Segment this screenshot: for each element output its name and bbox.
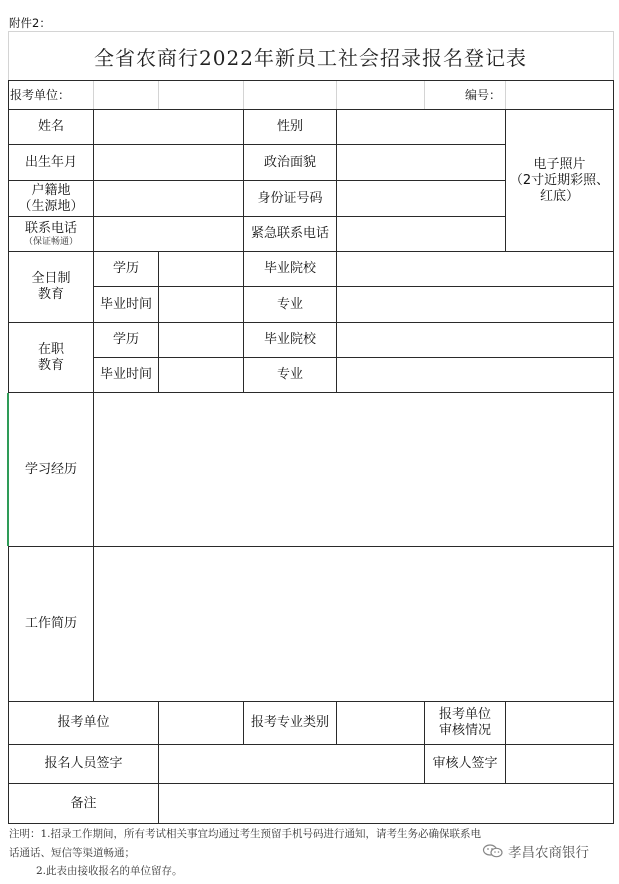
inservice-school-label: 毕业院校 xyxy=(263,332,316,347)
sheet-gridline xyxy=(424,81,425,109)
remark-input[interactable] xyxy=(159,784,613,823)
sheet-gridline xyxy=(613,31,614,81)
gender-input[interactable] xyxy=(337,110,505,144)
id-number-input[interactable] xyxy=(337,181,505,216)
phone-input[interactable] xyxy=(94,217,243,251)
fulltime-gradtime-label: 毕业时间 xyxy=(99,296,152,312)
fulltime-label-line1: 全日制 xyxy=(31,271,71,286)
inservice-degree-input[interactable] xyxy=(159,323,243,357)
fulltime-major-input[interactable] xyxy=(337,287,613,322)
inservice-label-line1: 在职 xyxy=(37,341,64,357)
applicant-sign-label: 报名人员签字 xyxy=(44,756,123,771)
political-label: 政治面貌 xyxy=(263,154,316,170)
name-input[interactable] xyxy=(94,110,243,144)
fulltime-school-label: 毕业院校 xyxy=(263,261,316,276)
review-label-line2: 审核情况 xyxy=(438,723,491,738)
attachment-label: 附件2： xyxy=(9,16,51,30)
note-line-3: 2.此表由接收报名的单位留存。 xyxy=(36,865,183,877)
emergency-phone-label: 紧急联系电话 xyxy=(250,226,329,241)
inservice-school-input[interactable] xyxy=(337,323,613,357)
photo-label-line2: （2寸近期彩照、 xyxy=(509,172,610,188)
political-input[interactable] xyxy=(337,145,505,180)
apply-unit-input[interactable] xyxy=(159,702,243,744)
work-history-label: 工作简历 xyxy=(24,616,77,631)
birth-input[interactable] xyxy=(94,145,243,180)
table-border xyxy=(8,80,614,81)
reviewer-sign-label: 审核人签字 xyxy=(432,756,498,771)
watermark-text: 孝昌农商银行 xyxy=(508,845,589,861)
inservice-label-line2: 教育 xyxy=(37,357,64,373)
apply-category-label: 报考专业类别 xyxy=(250,715,329,730)
fulltime-school-input[interactable] xyxy=(337,252,613,286)
birth-label: 出生年月 xyxy=(24,154,77,170)
reviewer-sign-input[interactable] xyxy=(506,745,613,783)
household-label-line2: （生源地） xyxy=(18,198,84,214)
apply-unit-label: 报考单位 xyxy=(57,715,110,730)
photo-label-line1: 电子照片 xyxy=(533,156,586,172)
phone-label xyxy=(9,217,93,251)
household-input[interactable] xyxy=(94,181,243,216)
unit-field-input[interactable] xyxy=(94,82,424,108)
sheet-gridline xyxy=(8,31,614,32)
id-number-label: 身份证号码 xyxy=(257,190,323,206)
fulltime-gradtime-input[interactable] xyxy=(159,287,243,322)
inservice-gradtime-input[interactable] xyxy=(159,358,243,392)
number-field-label: 编号： xyxy=(465,88,502,102)
wechat-icon xyxy=(482,843,504,859)
table-border xyxy=(613,80,614,824)
fulltime-degree-input[interactable] xyxy=(159,252,243,286)
table-border xyxy=(8,823,614,824)
note-line-1: 注明：1.招录工作期间，所有考试相关事宜均通过考生预留手机号码进行通知，请考生务必确保联系电 xyxy=(9,828,482,840)
inservice-degree-label: 学历 xyxy=(112,332,139,347)
remark-label: 备注 xyxy=(70,795,97,811)
household-label-line1: 户籍地 xyxy=(31,182,71,198)
phone-label-line1: 联系电话 xyxy=(24,220,77,236)
name-label: 姓名 xyxy=(37,119,64,134)
inservice-major-label: 专业 xyxy=(276,367,303,382)
review-label-line1: 报考单位 xyxy=(438,707,491,722)
inservice-gradtime-label: 毕业时间 xyxy=(99,367,152,382)
study-history-input[interactable] xyxy=(94,393,613,546)
inservice-major-input[interactable] xyxy=(337,358,613,392)
photo-label-line3: 红底） xyxy=(539,188,579,204)
number-field-input[interactable] xyxy=(506,82,612,108)
fulltime-degree-label: 学历 xyxy=(112,261,139,276)
inservice-edu-label xyxy=(9,323,93,392)
photo-placeholder[interactable] xyxy=(506,110,613,251)
household-label xyxy=(9,181,93,216)
fulltime-edu-label xyxy=(9,252,93,322)
study-history-label: 学习经历 xyxy=(24,461,77,477)
emergency-phone-input[interactable] xyxy=(337,217,505,251)
applicant-sign-input[interactable] xyxy=(159,745,424,783)
work-history-input[interactable] xyxy=(94,547,613,701)
watermark xyxy=(482,842,589,860)
apply-category-input[interactable] xyxy=(337,702,424,744)
review-status-label xyxy=(425,702,505,744)
fulltime-label-line2: 教育 xyxy=(37,287,64,302)
review-status-input[interactable] xyxy=(506,702,613,744)
fulltime-major-label: 专业 xyxy=(276,296,303,312)
form-title: 全省农商行2022年新员工社会招录报名登记表 xyxy=(94,45,527,70)
gender-label: 性别 xyxy=(276,119,303,134)
unit-field-label: 报考单位： xyxy=(10,88,71,102)
note-line-2: 话通话、短信等渠道畅通； xyxy=(9,847,135,859)
phone-label-line2: （保证畅通） xyxy=(23,236,78,247)
